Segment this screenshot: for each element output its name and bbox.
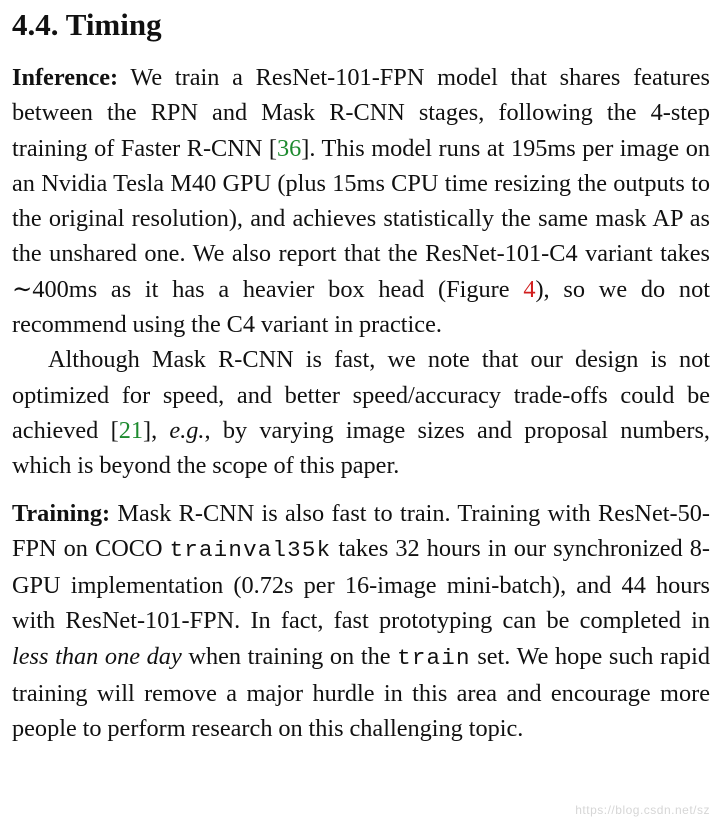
citation-link-21[interactable]: 21 xyxy=(118,416,143,444)
training-paragraph xyxy=(12,496,710,747)
training-text-2: takes 32 hours in our synchronized 8-GPU implementation (0.72s per 16-image mini-batch), and 44 hours with ResNet-101-FPN. In fact, fast prototyping can be completed in xyxy=(12,534,710,635)
paper-page xyxy=(12,4,710,747)
training-text-1: Mask R-CNN is also fast to train. Training with ResNet-50-FPN on COCO xyxy=(12,499,710,562)
section-heading xyxy=(12,4,710,60)
watermark: https://blog.csdn.net/sz xyxy=(575,803,710,817)
inference-paragraph xyxy=(12,60,710,342)
inference-text-1: We train a ResNet-101-FPN model that shares features between the RPN and Mask R-CNN stages, following the 4-step training of Faster R-CNN [ xyxy=(12,64,710,162)
inference-heading: Inference: xyxy=(12,64,119,91)
inference-text-3: ), so we do not recommend using the C4 variant in practice. xyxy=(12,275,710,339)
section-title: Timing xyxy=(65,7,162,42)
speed-note-text-2: ], xyxy=(142,416,170,444)
speed-note-text-3: , by varying image sizes and proposal numbers, which is beyond the scope of this paper. xyxy=(12,416,710,480)
speed-note-text-1: Although Mask R-CNN is fast, we note that our design is not optimized for speed, and better speed/accuracy trade-offs could be achieved [ xyxy=(12,346,710,444)
citation-link-36[interactable]: 36 xyxy=(276,134,302,162)
speed-note-paragraph xyxy=(12,342,710,483)
train-split: train xyxy=(397,644,471,671)
training-heading: Training: xyxy=(12,499,111,527)
training-text-3: when training on the xyxy=(181,642,398,670)
training-emphasis: less than one day xyxy=(12,642,182,670)
inference-text-2: ]. This model runs at 195ms per image on an Nvidia Tesla M40 GPU (plus 15ms CPU time resizing the outputs to the original resolution), and achieves statistically the same mask AP as the unshared one. We also report that the ResNet-101-C4 variant takes ∼400ms as it has a heavier box head (Figure xyxy=(12,134,710,303)
speed-note-eg: e.g. xyxy=(169,416,205,444)
training-text-4: set. We hope such rapid training will remove a major hurdle in this area and encourage more people to perform research on this challenging topic. xyxy=(12,642,710,743)
figure-ref-link-4[interactable]: 4 xyxy=(523,275,536,303)
trainval35k-split: trainval35k xyxy=(169,536,332,563)
section-number: 4.4. xyxy=(12,7,59,42)
